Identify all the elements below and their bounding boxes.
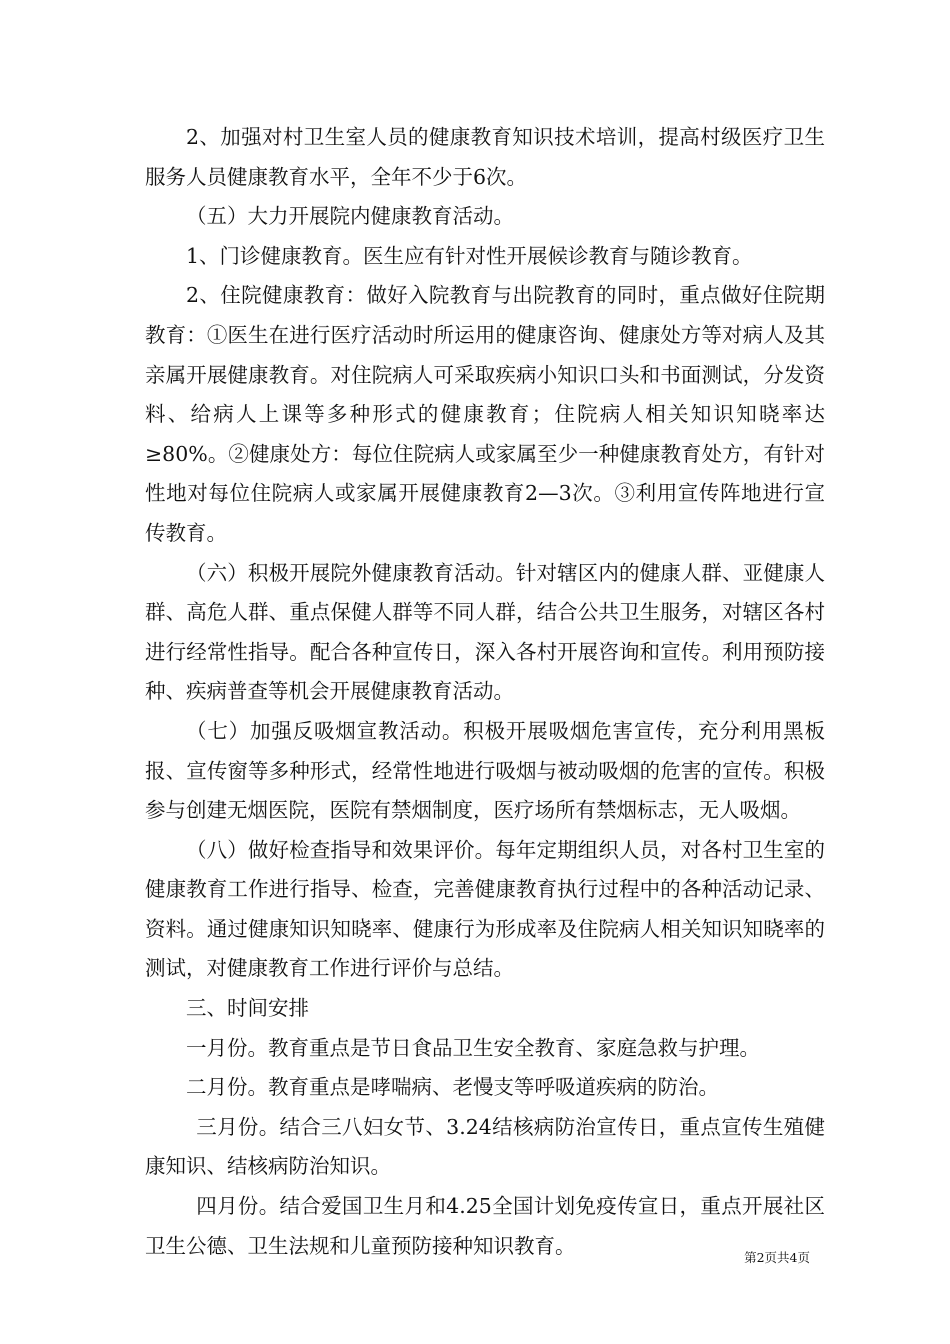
page-number: 第2页共4页 [744, 1250, 810, 1265]
paragraph-evaluation: （八）做好检查指导和效果评价。每年定期组织人员，对各村卫生室的健康教育工作进行指导、检查，完善健康教育执行过程中的各种活动记录、资料。通过健康知识知晓率、健康行为形成率及住院病人相关知识知晓率的测试，对健康教育工作进行评价与总结。 [145, 837, 825, 981]
paragraph-january: 一月份。教育重点是节日食品卫生安全教育、家庭急救与护理。 [186, 1035, 760, 1060]
paragraph-inpatient: 2、住院健康教育：做好入院教育与出院教育的同时，重点做好住院期教育：①医生在进行医疗活动时所运用的健康咨询、健康处方等对病人及其亲属开展健康教育。对住院病人可采取疾病小知识口头和书面测试，分发资料、给病人上课等多种形式的健康教育；住院病人相关知识知晓率达≥80%。②健康处方：每位住院病人或家属至少一种健康教育处方，有针对性地对每位住院病人或家属开展健康教育2—3次。③利用宣传阵地进行宣传教育。 [145, 283, 825, 545]
paragraph-april: 四月份。结合爱国卫生月和4.25全国计划免疫传宣日，重点开展社区卫生公德、卫生法规和儿童预防接种知识教育。 [145, 1194, 825, 1258]
document-body [145, 118, 825, 1266]
paragraph-february: 二月份。教育重点是哮喘病、老慢支等呼吸道疾病的防治。 [186, 1075, 719, 1100]
paragraph-march: 三月份。结合三八妇女节、3.24结核病防治宣传日，重点宣传生殖健康知识、结核病防治知识。 [145, 1114, 825, 1179]
heading-inpatient-education: （五）大力开展院内健康教育活动。 [186, 204, 514, 229]
heading-schedule: 三、时间安排 [186, 996, 309, 1021]
paragraph-anti-smoking: （七）加强反吸烟宣教活动。积极开展吸烟危害宣传，充分利用黑板报、宣传窗等多种形式，经常性地进行吸烟与被动吸烟的危害的宣传。积极参与创建无烟医院，医院有禁烟制度，医疗场所有禁烟标志，无人吸烟。 [145, 718, 825, 823]
paragraph-training: 2、加强对村卫生室人员的健康教育知识技术培训，提高村级医疗卫生服务人员健康教育水平，全年不少于6次。 [145, 125, 825, 189]
paragraph-outpatient: 1、门诊健康教育。医生应有针对性开展候诊教育与随诊教育。 [186, 243, 753, 268]
paragraph-outreach: （六）积极开展院外健康教育活动。针对辖区内的健康人群、亚健康人群、高危人群、重点保健人群等不同人群，结合公共卫生服务，对辖区各村进行经常性指导。配合各种宣传日，深入各村开展咨询和宣传。利用预防接种、疾病普查等机会开展健康教育活动。 [145, 560, 825, 704]
